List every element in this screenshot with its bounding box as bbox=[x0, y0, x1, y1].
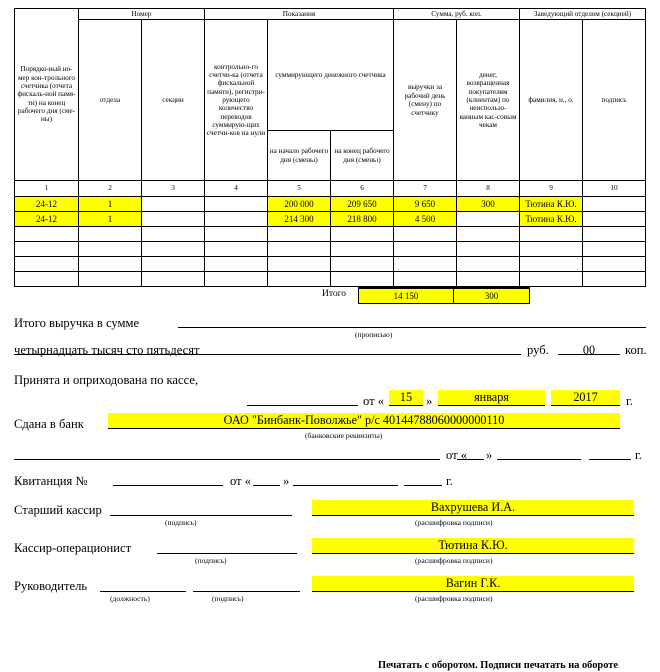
cell-7[interactable] bbox=[394, 272, 457, 287]
cell-6[interactable] bbox=[331, 257, 394, 272]
day-value[interactable]: 15 bbox=[389, 390, 423, 406]
signatory-name[interactable]: Вахрушева И.А. bbox=[312, 500, 634, 516]
bank-details-value[interactable]: ОАО "Бинбанк-Поволжье" р/с 40144788060000000110 bbox=[108, 413, 620, 429]
cell-6[interactable] bbox=[331, 272, 394, 287]
column-number-row bbox=[15, 181, 646, 197]
receipt-year-line[interactable] bbox=[404, 471, 442, 486]
cell-3[interactable] bbox=[142, 272, 205, 287]
cell-3[interactable] bbox=[142, 212, 205, 227]
table-row bbox=[15, 227, 646, 242]
cell-3[interactable] bbox=[142, 257, 205, 272]
header-col1-sequence-number: Порядко-вый но-мер кон-трольного счетчика (отчета фискаль-ной памя-ти) на конец рабочего дня (сме-ны) bbox=[15, 9, 79, 181]
cell-9[interactable]: Тютина К.Ю. bbox=[520, 212, 583, 227]
bank-ot-quote-open: от « bbox=[446, 448, 468, 462]
cell-2[interactable]: 1 bbox=[79, 212, 142, 227]
header-podpis: подпись bbox=[583, 20, 646, 181]
colnum-10: 10 bbox=[583, 181, 646, 197]
signature-line[interactable] bbox=[193, 577, 300, 592]
cell-6[interactable] bbox=[331, 227, 394, 242]
total-revenue-blank-line[interactable] bbox=[178, 313, 646, 328]
cell-7[interactable] bbox=[394, 242, 457, 257]
cell-4[interactable] bbox=[205, 212, 268, 227]
cell-5[interactable] bbox=[268, 257, 331, 272]
colnum-2: 2 bbox=[79, 181, 142, 197]
signature-role-label: Руководитель bbox=[14, 579, 88, 593]
cell-9[interactable]: Тютина К.Ю. bbox=[520, 197, 583, 212]
position-signature-line[interactable] bbox=[100, 577, 186, 592]
cell-7[interactable] bbox=[394, 227, 457, 242]
cell-7[interactable] bbox=[394, 257, 457, 272]
receipt-month-line[interactable] bbox=[293, 471, 398, 486]
cell-9[interactable] bbox=[520, 272, 583, 287]
totals-returned-cell[interactable]: 300 bbox=[453, 287, 530, 304]
bank-quote-close: » bbox=[486, 448, 493, 462]
footer-note: Печатать с оборотом. Подписи печатать на обороте bbox=[378, 660, 618, 671]
signature-row bbox=[0, 575, 660, 613]
cell-2[interactable] bbox=[79, 242, 142, 257]
colnum-7: 7 bbox=[394, 181, 457, 197]
header-na-nachalo-dnya: на начало рабочего дня (сменьı) bbox=[268, 131, 331, 181]
bank-month-line[interactable] bbox=[497, 445, 581, 460]
table-head bbox=[15, 9, 646, 197]
header-deneg-vozvrashchennaya: денег, возвращенная покупателям (клиентам) по неиспользо-ванным кас-совым чекам bbox=[457, 20, 520, 181]
cell-8[interactable] bbox=[457, 257, 520, 272]
position-caption: (должность) bbox=[110, 594, 150, 603]
cell-2[interactable] bbox=[79, 227, 142, 242]
rub-label: руб. bbox=[527, 343, 549, 357]
cell-3[interactable] bbox=[142, 242, 205, 257]
bank-blank-line[interactable] bbox=[14, 445, 440, 460]
cell-8[interactable] bbox=[457, 227, 520, 242]
cell-2[interactable] bbox=[79, 257, 142, 272]
signature-line[interactable] bbox=[157, 539, 297, 554]
totals-label: Итого bbox=[321, 289, 346, 299]
table-row bbox=[15, 197, 646, 212]
signature-caption: (подпись) bbox=[195, 556, 227, 565]
cell-3[interactable] bbox=[142, 227, 205, 242]
signature-caption: (подпись) bbox=[212, 594, 244, 603]
header-group-nomer: Номер bbox=[79, 9, 205, 20]
receipt-g-label: г. bbox=[446, 474, 453, 488]
date-prefix-line[interactable] bbox=[247, 391, 358, 406]
cell-4[interactable] bbox=[205, 227, 268, 242]
cell-2[interactable]: 1 bbox=[79, 197, 142, 212]
signatory-name[interactable]: Вагин Г.К. bbox=[312, 576, 634, 592]
colnum-3: 3 bbox=[142, 181, 205, 197]
signature-decoding-caption: (расшифровка подписи) bbox=[415, 556, 493, 565]
accepted-label: Принята и оприходована по кассе, bbox=[14, 373, 199, 387]
cell-1[interactable]: 24-12 bbox=[15, 197, 79, 212]
bank-date-row bbox=[0, 439, 660, 469]
cell-5[interactable]: 214 300 bbox=[268, 212, 331, 227]
colnum-8: 8 bbox=[457, 181, 520, 197]
signature-role-label: Кассир-операционист bbox=[14, 541, 132, 555]
cell-6[interactable] bbox=[331, 242, 394, 257]
signatory-name[interactable]: Тютина К.Ю. bbox=[312, 538, 634, 554]
cell-4[interactable] bbox=[205, 272, 268, 287]
accepted-row bbox=[0, 369, 660, 391]
signature-decoding-caption: (расшифровка подписи) bbox=[415, 518, 493, 527]
header-group-department-head: Заведующий отделом (секцией) bbox=[520, 9, 646, 20]
cell-6[interactable]: 218 800 bbox=[331, 212, 394, 227]
year-value[interactable]: 2017 bbox=[551, 390, 620, 406]
cell-10[interactable] bbox=[583, 197, 646, 212]
cell-10[interactable] bbox=[583, 227, 646, 242]
colnum-1: 1 bbox=[15, 181, 79, 197]
cell-2[interactable] bbox=[79, 272, 142, 287]
cell-9[interactable] bbox=[520, 242, 583, 257]
bank-day-line[interactable] bbox=[457, 445, 484, 460]
signatures-block bbox=[0, 499, 660, 613]
cell-5[interactable] bbox=[268, 242, 331, 257]
receipt-row bbox=[0, 469, 660, 499]
table-row bbox=[15, 242, 646, 257]
km6-cashier-report-page bbox=[0, 8, 660, 672]
form-body bbox=[0, 313, 660, 613]
cell-10[interactable] bbox=[583, 257, 646, 272]
header-na-konec-dnya: на конец рабочего дня (сменьı) bbox=[331, 131, 394, 181]
colnum-5: 5 bbox=[268, 181, 331, 197]
cell-8[interactable] bbox=[457, 242, 520, 257]
cell-1[interactable] bbox=[15, 227, 79, 242]
bank-year-line[interactable] bbox=[589, 445, 631, 460]
cell-4[interactable] bbox=[205, 257, 268, 272]
cell-3[interactable] bbox=[142, 197, 205, 212]
signature-row bbox=[0, 537, 660, 575]
total-revenue-row bbox=[0, 313, 660, 339]
signature-line[interactable] bbox=[110, 501, 292, 516]
cell-7[interactable]: 9 650 bbox=[394, 197, 457, 212]
table-row bbox=[15, 257, 646, 272]
header-group-summa: Сумма, руб. коп. bbox=[394, 9, 520, 20]
cell-1[interactable] bbox=[15, 257, 79, 272]
header-summiruyushchego-schetchika: суммирующего денежного счетчика bbox=[268, 20, 394, 131]
colnum-4: 4 bbox=[205, 181, 268, 197]
table-body bbox=[15, 197, 646, 287]
cell-1[interactable] bbox=[15, 272, 79, 287]
cell-6[interactable]: 209 650 bbox=[331, 197, 394, 212]
cell-5[interactable]: 200 000 bbox=[268, 197, 331, 212]
counter-readings-table bbox=[14, 8, 646, 287]
table-row bbox=[15, 272, 646, 287]
cell-1[interactable]: 24-12 bbox=[15, 212, 79, 227]
total-revenue-label: Итого выручка в сумме bbox=[14, 316, 140, 330]
sent-to-bank-row bbox=[0, 413, 660, 439]
cell-1[interactable] bbox=[15, 242, 79, 257]
amount-words-line[interactable] bbox=[14, 340, 521, 355]
signature-row bbox=[0, 499, 660, 537]
receipt-number-line[interactable] bbox=[113, 471, 223, 486]
ot-label: от « bbox=[363, 394, 385, 408]
header-otdela: отдела bbox=[79, 20, 142, 181]
kop-label: коп. bbox=[625, 343, 647, 357]
cell-9[interactable] bbox=[520, 227, 583, 242]
header-sub-row-1 bbox=[15, 20, 646, 131]
receipt-quote-close: » bbox=[283, 474, 290, 488]
signature-decoding-caption: (расшифровка подписи) bbox=[415, 594, 493, 603]
cell-9[interactable] bbox=[520, 257, 583, 272]
colnum-9: 9 bbox=[520, 181, 583, 197]
cell-7[interactable]: 4 500 bbox=[394, 212, 457, 227]
propisyu-caption: (прописью) bbox=[355, 330, 393, 339]
totals-revenue-cell[interactable]: 14 150 bbox=[358, 287, 454, 304]
cell-4[interactable] bbox=[205, 242, 268, 257]
table-row bbox=[15, 212, 646, 227]
sent-to-bank-label: Сдана в банк bbox=[14, 417, 84, 431]
receipt-ot-label: от « bbox=[230, 474, 252, 488]
cell-5[interactable] bbox=[268, 272, 331, 287]
bank-details-caption: (банковские реквизиты) bbox=[305, 431, 383, 440]
header-vyruchki: выручки за рабочий день (смену) по счетчику bbox=[394, 20, 457, 181]
colnum-6: 6 bbox=[331, 181, 394, 197]
date-row bbox=[0, 391, 660, 413]
cell-8[interactable] bbox=[457, 212, 520, 227]
amount-in-words: четырнадцать тысяч сто пятьдесят bbox=[14, 343, 200, 357]
year-g-label: г. bbox=[626, 394, 633, 408]
header-familiya: фамилия, и., о. bbox=[520, 20, 583, 181]
cell-5[interactable] bbox=[268, 227, 331, 242]
bank-g-label: г. bbox=[635, 448, 642, 462]
cell-4[interactable] bbox=[205, 197, 268, 212]
signature-role-label: Старший кассир bbox=[14, 503, 102, 517]
signature-caption: (подпись) bbox=[165, 518, 197, 527]
cell-8[interactable] bbox=[457, 272, 520, 287]
header-kontrolnogo-schetchika: контрольно-го счетчи-ка (отчета фискальной памяти), регистри-рующего количество переводов суммирую-щих счетчи-ков на нули bbox=[205, 20, 268, 181]
month-value[interactable]: января bbox=[438, 390, 545, 406]
header-group-row bbox=[15, 9, 646, 20]
receipt-day-line[interactable] bbox=[253, 471, 280, 486]
amount-words-row bbox=[0, 339, 660, 369]
totals-row bbox=[14, 287, 646, 305]
kopeek-value: 00 bbox=[582, 343, 596, 357]
receipt-label: Квитанция № bbox=[14, 474, 88, 488]
quote-close: » bbox=[426, 394, 433, 408]
cell-8[interactable]: 300 bbox=[457, 197, 520, 212]
cell-10[interactable] bbox=[583, 212, 646, 227]
cell-10[interactable] bbox=[583, 272, 646, 287]
header-sekcii: секции bbox=[142, 20, 205, 181]
cell-10[interactable] bbox=[583, 242, 646, 257]
header-group-pokazaniya: Показания bbox=[205, 9, 394, 20]
